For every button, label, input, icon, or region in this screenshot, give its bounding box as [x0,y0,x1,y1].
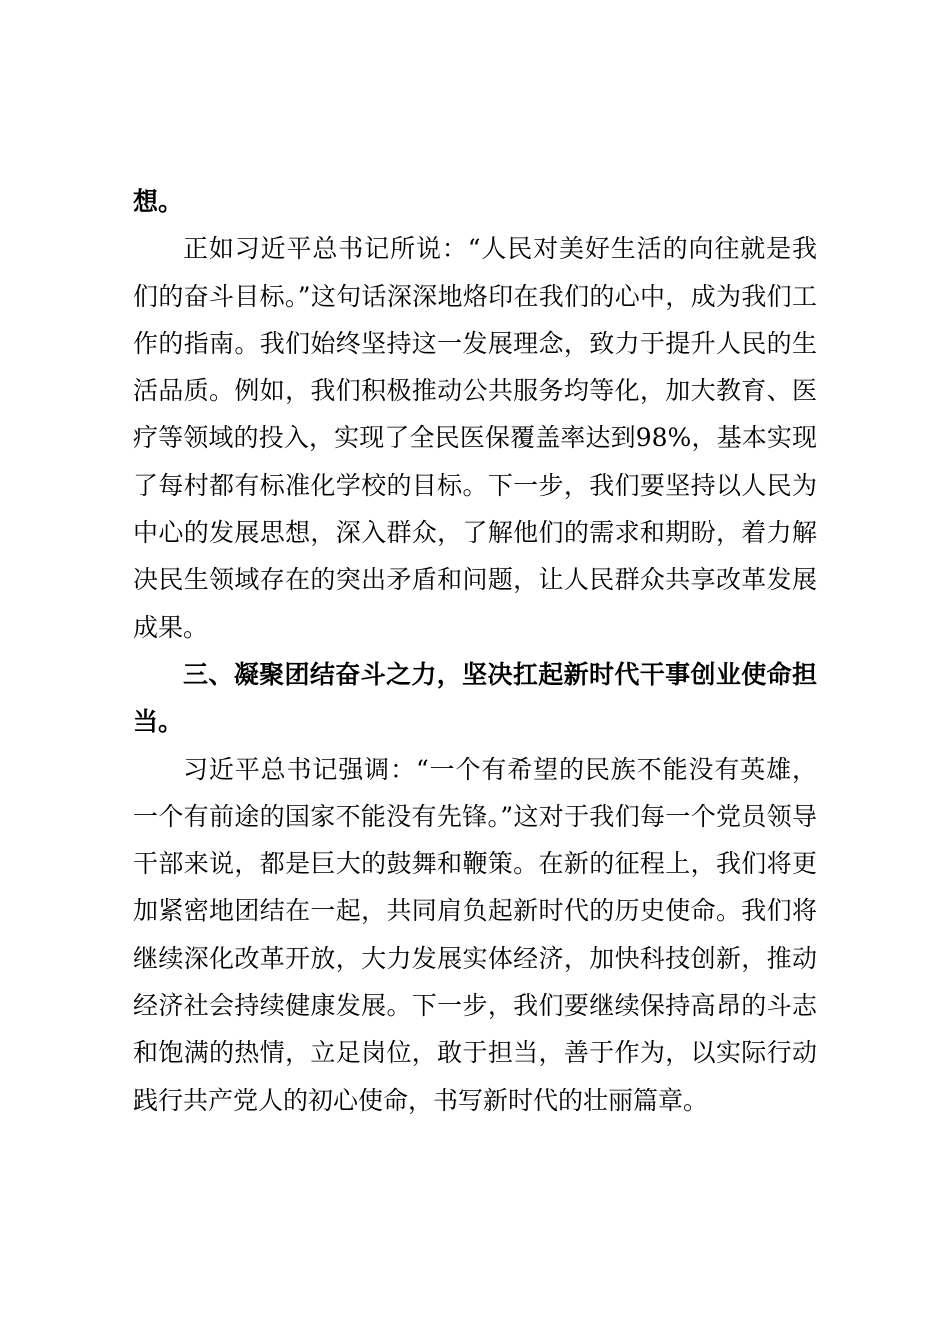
document-body [133,178,817,1124]
continuation-line: 想。 [133,187,184,216]
section-heading-three: 三、凝聚团结奋斗之力，坚决扛起新时代干事创业使命担当。 [133,659,817,737]
body-paragraph-unity-mission: 习近平总书记强调：“一个有希望的民族不能没有英雄，一个有前途的国家不能没有先锋。”这对于我们每一个党员领导干部来说，都是巨大的鼓舞和鞭策。在新的征程上，我们将更加紧密地团结在一起，共同肩负起新时代的历史使命。我们将继续深化改革开放，大力发展实体经济，加快科技创新，推动经济社会持续健康发展。下一步，我们要继续保持高昂的斗志和饱满的热情，立足岗位，敢于担当，善于作为，以实际行动践行共产党人的初心使命，书写新时代的壮丽篇章。 [133,754,817,1115]
body-paragraph-people-centered: 正如习近平总书记所说：“人民对美好生活的向往就是我们的奋斗目标。”这句话深深地烙印在我们的心中，成为我们工作的指南。我们始终坚持这一发展理念，致力于提升人民的生活品质。例如，我们积极推动公共服务均等化，加大教育、医疗等领域的投入，实现了全民医保覆盖率达到98%，基本实现了每村都有标准化学校的目标。下一步，我们要坚持以人民为中心的发展思想，深入群众，了解他们的需求和期盼，着力解决民生领域存在的突出矛盾和问题，让人民群众共享改革发展成果。 [133,234,817,642]
